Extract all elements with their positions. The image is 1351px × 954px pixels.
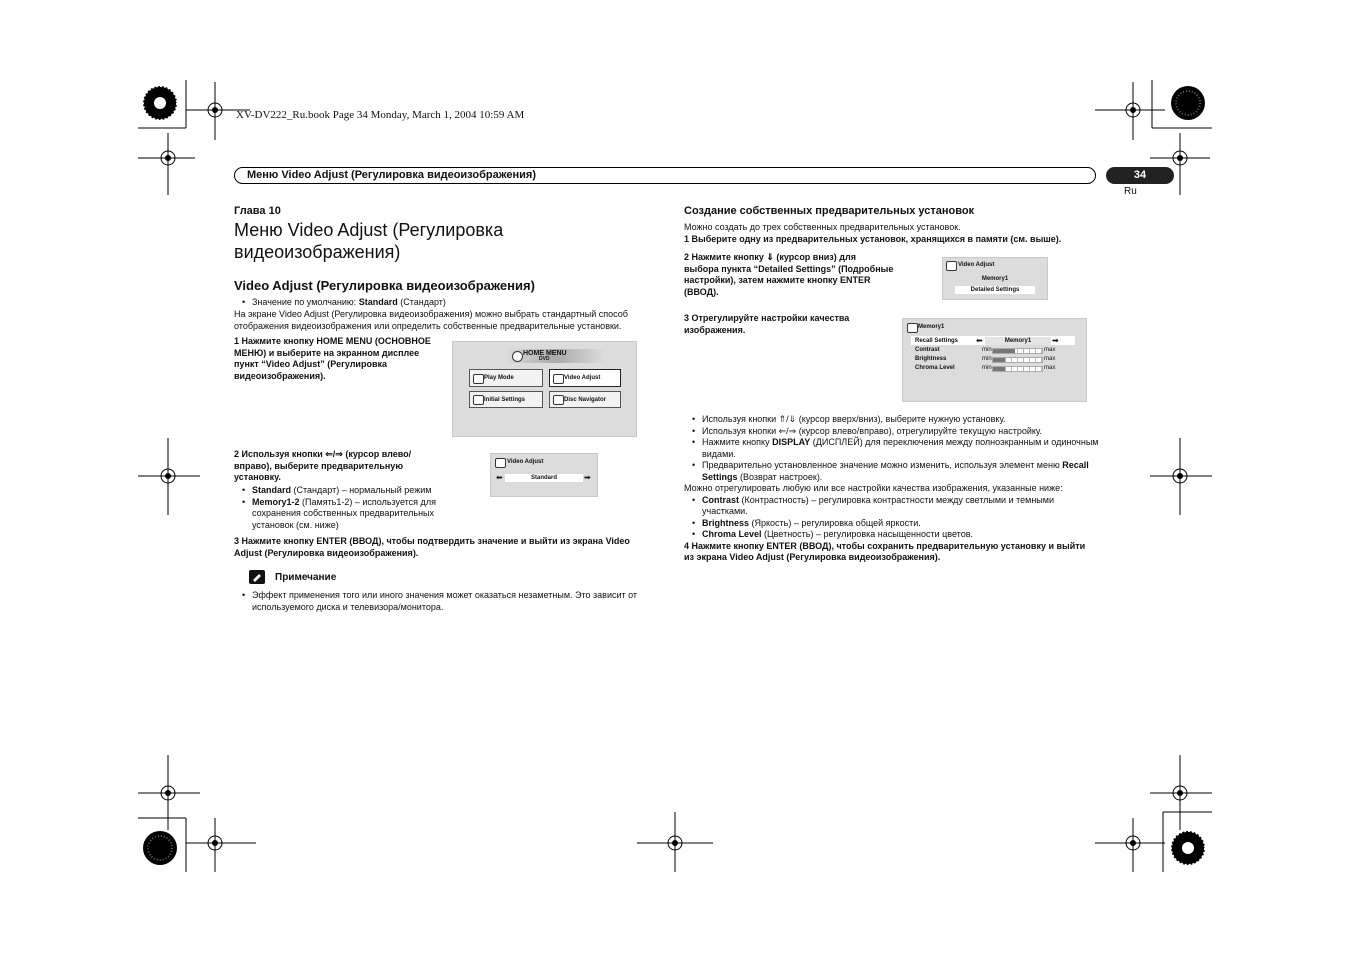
adjust-intro: Можно отрегулировать любую или все настройки качества изображения, указанные ниже: [684, 483, 1063, 493]
chapter-title-line1: Меню Video Adjust (Регулировка [234, 220, 504, 240]
play-mode-button[interactable] [469, 369, 543, 387]
play-mode-icon [473, 374, 484, 384]
contrast-max: max [1044, 347, 1056, 353]
default-suffix: (Стандарт) [397, 297, 446, 307]
bullet-continuation: видами. [702, 448, 736, 459]
bullet-continuation: сохранения собственных предварительных [252, 508, 435, 518]
chroma-level-slider-fill [993, 367, 1005, 371]
step-1-line: пункт “Video Adjust” (Регулировка [234, 359, 387, 369]
disc-navigator-button[interactable] [549, 391, 621, 408]
bullet-text: Предварительно установленное значение можно изменить, используя элемент меню [702, 460, 1063, 470]
disc-icon [512, 351, 523, 362]
play-mode-label: Play Mode [484, 375, 514, 381]
note-title: Примечание [275, 572, 337, 583]
detailed-settings-item[interactable]: Detailed Settings [955, 286, 1035, 294]
step-1-line: МЕНЮ) и выберите на экранном дисплее [234, 347, 420, 358]
video-adjust-icon [946, 261, 957, 271]
step-2-line: установку. [234, 472, 281, 482]
left-arrow-icon: ⬅ [496, 473, 503, 482]
step-3-line: Adjust (Регулировка видеоизображения). [234, 547, 419, 558]
list-item [234, 485, 449, 497]
initial-settings-icon [473, 395, 484, 405]
disc-navigator-label: Disc Navigator [564, 397, 607, 403]
right-step-2-line: 2 Нажмите кнопку ⇓ (курсор вниз) для [684, 252, 856, 262]
right-step-3-line: изображения. [684, 324, 746, 335]
right-step-2-line: настройки), затем нажмите кнопку ENTER [684, 275, 871, 285]
right-step-4-line: из экрана Video Adjust (Регулировка видеоизображения). [684, 552, 941, 562]
contrast-slider[interactable] [992, 348, 1043, 354]
chapter-title-line2: видеоизображения) [234, 242, 401, 262]
chroma-level-label: Chroma Level [915, 365, 955, 371]
bullet-term: Recall [1062, 460, 1089, 470]
bullet-text: Нажмите кнопку [702, 437, 773, 447]
bullet-text: (Контрастность) – регулировка контрастности между светлыми и темными [739, 494, 1054, 505]
intro-line1: На экране Video Adjust (Регулировка видеоизображения) можно выбрать стандартный способ [234, 309, 628, 319]
bullet-term: Memory1-2 [252, 496, 300, 507]
recall-label: Recall Settings [915, 338, 959, 344]
running-title-bar [234, 167, 1096, 184]
list-item [684, 495, 1104, 507]
brightness-min: min [982, 356, 992, 362]
right-arrow-icon: ➡ [1052, 336, 1059, 345]
video-adjust-icon [553, 374, 564, 384]
right-step-3 [684, 313, 884, 336]
detail-settings-screen [902, 318, 1087, 402]
bullet-continuation: участками. [702, 506, 748, 516]
video-adjust-title: Video Adjust [507, 459, 544, 465]
memory-item[interactable]: Memory1 [981, 276, 1009, 282]
list-item [234, 497, 449, 509]
right-heading: Создание собственных предварительных установок [684, 205, 975, 217]
running-title: Меню Video Adjust (Регулировка видеоизображения) [247, 169, 536, 181]
step-2-bullets [234, 485, 449, 531]
bullet-continuation [684, 472, 1104, 484]
step-2-line: 2 Используя кнопки ⇐/⇒ (курсор влево/ [234, 449, 412, 459]
left-arrow-icon: ⬅ [976, 336, 983, 345]
list-item: • Используя кнопки ⇑/⇓ (курсор вверх/вниз), выберите нужную установку. [684, 414, 1104, 426]
step-2-line: вправо), выберите предварительную [234, 460, 404, 471]
page-number-badge: 34 [1106, 167, 1174, 184]
bullet-continuation: установок (см. ниже) [252, 519, 339, 530]
page-language: Ru [1124, 186, 1137, 197]
section-title: Video Adjust (Регулировка видеоизображения) [234, 278, 535, 293]
note-body [234, 590, 654, 613]
recall-value[interactable]: Memory1 [985, 337, 1051, 345]
bullet-text: (Стандарт) – нормальный режим [291, 485, 432, 495]
video-adjust-screen [490, 453, 598, 497]
chapter-label: Глава 10 [234, 205, 281, 217]
note-icon [249, 570, 265, 584]
preset-value[interactable]: Standard [505, 474, 583, 482]
right-step-4-line: 4 Нажмите кнопку ENTER (ВВОД), чтобы сохранить предварительную установку и выйти [684, 540, 1086, 551]
list-item [684, 529, 1104, 541]
right-step-2-line: выбора пункта “Detailed Settings” (Подробные [684, 263, 894, 274]
list-item [684, 518, 1104, 530]
right-intro: Можно создать до трех собственных предварительных установок. [684, 222, 961, 232]
note-line: используемого диска и телевизора/монитора. [252, 601, 444, 612]
default-value: Standard [358, 297, 398, 307]
step-1-line: видеоизображения). [234, 370, 326, 381]
initial-settings-label: Initial Settings [484, 397, 526, 403]
note-line: • Эффект применения того или иного значения может оказаться незаметным. Это зависит от [234, 590, 654, 602]
default-prefix: Значение по умолчанию: [252, 297, 359, 307]
bullet-text: (Возврат настроек). [737, 471, 823, 482]
step-1-line: 1 Нажмите кнопку HOME MENU (ОСНОВНОЕ [234, 336, 431, 346]
memory-icon [907, 323, 918, 333]
intro-line2: отображения видеоизображения или определить собственные предварительные установки. [234, 320, 622, 331]
bullet-text: (Цветность) – регулировка насыщенности цветов. [761, 529, 973, 539]
home-menu-subtitle: DVD [539, 356, 550, 362]
right-bullets [684, 414, 1104, 564]
video-adjust-button[interactable] [549, 369, 621, 387]
contrast-label: Contrast [915, 347, 940, 353]
file-header: XV-DV222_Ru.book Page 34 Monday, March 1, 2004 10:59 AM [236, 109, 525, 121]
list-item [684, 460, 1104, 472]
contrast-min: min [982, 347, 992, 353]
intro-paragraph [234, 309, 654, 332]
brightness-slider[interactable] [992, 357, 1043, 363]
memory-screen-title: Video Adjust [958, 262, 995, 268]
right-step-1: 1 Выберите одну из предварительных установок, хранящихся в памяти (см. выше). [684, 234, 1062, 244]
chapter-title [234, 219, 503, 263]
chroma-level-slider[interactable] [992, 366, 1043, 372]
chroma-level-max: max [1044, 365, 1056, 371]
memory-screen [942, 257, 1048, 300]
detail-screen-title: Memory1 [918, 324, 945, 330]
bullet-text: (ДИСПЛЕЙ) для переключения между полноэкранным и одиночным [810, 437, 1099, 447]
initial-settings-button[interactable] [469, 391, 543, 408]
right-step-2-line: (ВВОД). [684, 286, 719, 297]
bullet-text: (Яркость) – регулировка общей яркости. [749, 517, 921, 528]
right-step-2 [684, 252, 899, 298]
step-3-line: 3 Нажмите кнопку ENTER (ВВОД), чтобы подтвердить значение и выйти из экрана Video [234, 536, 630, 546]
bullet-term: Brightness [702, 517, 750, 528]
video-adjust-icon [495, 458, 506, 468]
video-adjust-label: Video Adjust [564, 375, 601, 381]
step-3 [234, 536, 654, 559]
step-2 [234, 449, 449, 484]
contrast-slider-fill [993, 349, 1015, 353]
home-menu-screen [452, 341, 637, 437]
bullet-term: DISPLAY [772, 437, 811, 447]
right-arrow-icon: ➡ [584, 473, 591, 482]
brightness-slider-fill [993, 358, 1005, 362]
brightness-max: max [1044, 356, 1056, 362]
disc-navigator-icon [553, 395, 564, 405]
list-item [684, 437, 1104, 449]
home-menu-title: HOME MENU [523, 350, 567, 357]
bullet-text: (Память1-2) – используется для [299, 496, 436, 507]
step-1 [234, 336, 449, 382]
chroma-level-min: min [982, 365, 992, 371]
bullet-term: Chroma Level [702, 529, 762, 539]
bullet-term: Contrast [702, 494, 740, 505]
brightness-label: Brightness [915, 356, 947, 362]
bullet-term: Standard [252, 485, 292, 495]
list-item: • Используя кнопки ⇐/⇒ (курсор влево/вправо), отрегулируйте текущую настройку. [684, 426, 1104, 438]
right-step-3-line: 3 Отрегулируйте настройки качества [684, 313, 850, 323]
default-line [234, 297, 654, 309]
bullet-term: Settings [702, 471, 738, 482]
